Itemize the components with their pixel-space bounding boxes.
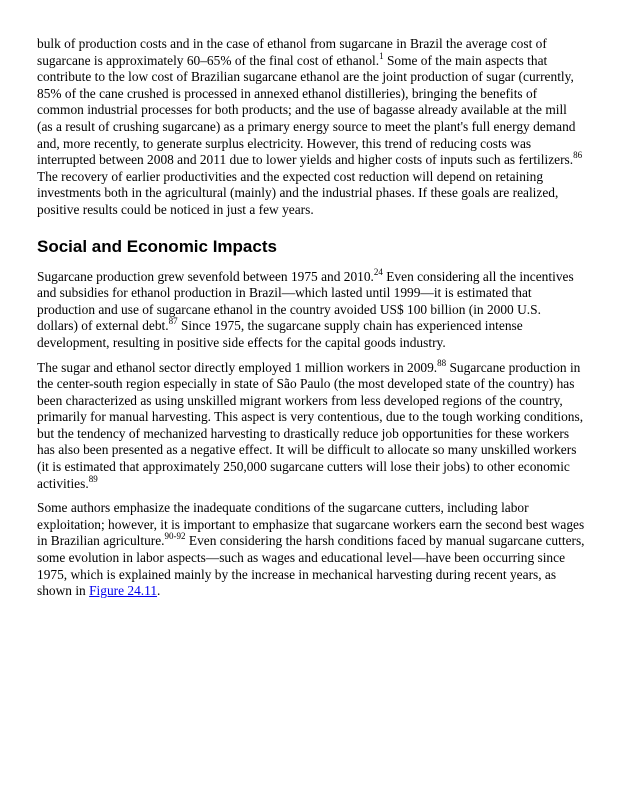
paragraph-text: The recovery of earlier productivities and the expected cost reduction will depend on retaining investments both in the agricultural (mainly) and the industrial phases. If these goals are realized, positive results could be noticed in just a few years. (37, 168, 559, 217)
paragraph-text: The sugar and ethanol sector directly employed 1 million workers in 2009. (37, 359, 438, 375)
citation-ref: 88 (437, 357, 447, 368)
citation-ref: 24 (373, 266, 383, 277)
document-page (37, 36, 585, 608)
paragraph-text: Sugarcane production in the center-south region especially in state of São Paulo (the most developed state of the country) has been characterized as using unskilled migrant workers from less developed regions of the country, primarily for manual harvesting. This aspect is very contentious, due to the tough working conditions, but the tendency of mechanized harvesting to drastically reduce job opportunities for these workers has also been presented as a negative effect. It will be difficult to allocate so many unskilled workers (it is estimated that approximately 250,000 sugarcane cutters will lose their jobs) to other economic activities. (37, 359, 584, 491)
paragraph-text: Even considering all the incentives and subsidies for ethanol production in Brazil—which lasted until 1999—it is estimated that production and use of sugarcane ethanol in the country avoided US$ 100 billion (in 2000 U.S. dollars) of external debt. (37, 268, 574, 334)
paragraph-text: Even considering the harsh conditions faced by manual sugarcane cutters, some evolution in labor aspects—such as wages and educational level—have been occurring since 1975, which is explained mainly by the increase in mechanical harvesting during recent years, as shown in (37, 533, 585, 599)
paragraph-text: bulk of production costs and in the case of ethanol from sugarcane in Brazil the average cost of sugarcane is approximately 60–65% of the final cost of ethanol. (37, 36, 547, 68)
paragraph-production-growth (37, 266, 585, 352)
paragraph-text: Sugarcane production grew sevenfold between 1975 and 2010. (37, 268, 374, 284)
paragraph-text: Since 1975, the sugarcane supply chain has experienced intense development, resulting in positive side effects for the capital goods industry. (37, 318, 523, 350)
paragraph-production-costs (37, 36, 585, 219)
paragraph-employment (37, 357, 585, 493)
figure-link[interactable]: Figure 24.11 (89, 583, 158, 599)
citation-ref: 89 (88, 473, 98, 484)
paragraph-text: Some of the main aspects that contribute to the low cost of Brazilian sugarcane ethanol are the joint production of sugar (currently, 85% of the cane crushed is processed in annexed ethanol distilleries), bringing the benefits of common industrial processes for both products; and the use of bagasse already available at the mill (as a result of crushing sugarcane) as a primary energy source to meet the plant's full energy demand and, more recently, to generate surplus electricity. However, this trend of reducing costs was interrupted between 2008 and 2011 due to lower yields and higher costs of inputs such as fertilizers. (37, 52, 576, 168)
citation-ref: 1 (379, 50, 384, 61)
section-heading: Social and Economic Impacts (37, 236, 277, 256)
paragraph-text: . (157, 583, 161, 599)
citation-ref: 87 (168, 316, 178, 327)
paragraph-labor-conditions (37, 500, 585, 600)
paragraph-text: Some authors emphasize the inadequate conditions of the sugarcane cutters, including labor exploitation; however, it is important to emphasize that sugarcane workers earn the second best wages in Brazilian agriculture. (37, 500, 585, 549)
citation-ref: 90-92 (164, 531, 186, 542)
citation-ref: 86 (573, 150, 583, 161)
